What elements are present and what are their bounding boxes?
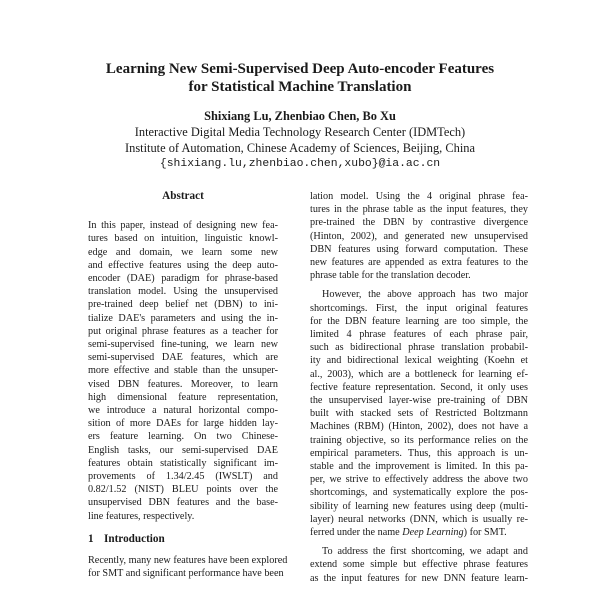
text-line: high dimensional feature representation, — [88, 391, 278, 403]
abstract-heading: Abstract — [162, 190, 204, 202]
right-paragraph-1 — [310, 190, 528, 282]
text-line: provements of 1.34/2.45 (IWSLT) and — [88, 471, 278, 483]
text-line: extend some simple but effective phrase features — [310, 559, 528, 571]
text-line: empirical parameters. Thus, this approach is un- — [310, 447, 528, 459]
text-line: we introduce a natural horizontal compo- — [88, 405, 278, 417]
text-line: DBN features using forward computation. These — [310, 243, 528, 255]
text-line: for the DBN feature learning are too simple, the — [310, 315, 528, 327]
title-line-2: for Statistical Machine Translation — [188, 79, 412, 95]
text-line: To address the first shortcoming, we adapt and — [322, 546, 528, 558]
text-line: line features, respectively. — [88, 510, 195, 522]
abstract-body — [88, 219, 278, 523]
text-line: (Hinton, 2002), and generated new unsupervised — [310, 230, 528, 242]
text-line: new features are appended as extra features to the — [310, 257, 528, 269]
right-paragraph-2-last-line: ferred under the name Deep Learning) for SMT. — [310, 527, 507, 539]
text-line: for SMT and significant performance have been — [88, 568, 284, 580]
text-line: encoder (DAE) paradigm for phrase-based — [88, 273, 278, 285]
paper-title — [0, 60, 600, 96]
text-line: ity and bidirectional lexical weighting (Koehn et — [310, 355, 528, 367]
left-column — [88, 190, 288, 580]
text-line: features obtain statistically significant im- — [88, 457, 278, 469]
author-email: {shixiang.lu,zhenbiao.chen,xubo}@ia.ac.cn — [159, 158, 441, 170]
text-line: translation model. Using the unsupervised — [88, 286, 278, 298]
text-line: fective feature representation. Second, it only uses — [310, 381, 528, 393]
section-title: Introduction — [104, 532, 165, 545]
author-names: Shixiang Lu, Zhenbiao Chen, Bo Xu — [204, 109, 396, 123]
text-line: 0.82/1.52 (NIST) BLEU points over the — [88, 484, 278, 496]
text-line: shortcomings, and systematically explore the pos- — [310, 487, 528, 499]
text-line: sition of more DAEs for large hidden lay- — [88, 418, 278, 430]
title-line-1: Learning New Semi-Supervised Deep Auto-encoder Features — [105, 61, 495, 77]
text-line: semi-supervised DAE features, which are — [88, 352, 278, 364]
text-line: unsupervised DBN features and the base- — [88, 497, 278, 509]
text-line: ers feature learning. On two Chinese- — [88, 431, 278, 443]
text-line: pre-trained deep belief net (DBN) to ini- — [88, 299, 278, 311]
text-line: semi-supervised fine-tuning, we learn new — [88, 339, 278, 351]
text-line: phrase table for the translation decoder. — [310, 270, 471, 282]
right-column — [310, 190, 528, 585]
affiliation-line-1: Interactive Digital Media Technology Research Center (IDMTech) — [134, 125, 466, 139]
right-paragraph-3 — [310, 545, 528, 585]
text-line: In this paper, instead of designing new fea- — [88, 220, 278, 232]
right-paragraph-2 — [310, 288, 528, 526]
text-line: such as bidirectional phrase translation probabil- — [310, 342, 528, 354]
text-line: English tasks, our semi-supervised DAE — [88, 444, 278, 456]
text-line: stable and the improvement is limited. In this pa- — [310, 461, 528, 473]
text-line: vised DBN features. Moreover, to learn — [88, 378, 278, 390]
text-line: Recently, many new features have been explored — [88, 555, 288, 567]
text-line: pre-trained the DBN by contrastive divergence — [310, 217, 528, 229]
text-line: tures based on intuition, linguistic knowl- — [88, 233, 278, 245]
text-line: training objective, so its performance relies on the — [310, 434, 528, 446]
text-line: sibility of learning new features using deep (multi- — [310, 500, 528, 512]
text-line: shortcomings. First, the input original features — [310, 302, 528, 314]
text-line: more effective and stable than the unsuper- — [88, 365, 278, 377]
affiliation-line-2: Institute of Automation, Chinese Academy of Sciences, Beijing, China — [125, 141, 475, 155]
intro-body — [88, 554, 288, 580]
section-heading-introduction — [88, 533, 278, 546]
text-line: However, the above approach has two major — [322, 289, 528, 301]
text-line: Machines (RBM) (Hinton, 2002), does not have a — [310, 421, 528, 433]
text-line: and effective features using the deep auto- — [88, 259, 278, 271]
author-block — [0, 108, 600, 172]
deep-learning-term: Deep Learning — [402, 527, 464, 539]
text-line: tialize DAE's parameters and using the in- — [88, 312, 278, 324]
text-line: per, we strive to effectively address the above two — [310, 474, 528, 486]
text-line: limited 4 phrase features of each phrase pair, — [310, 329, 528, 341]
text-line: as the input features for new DNN feature learn- — [310, 572, 528, 584]
text-line: lation model. Using the 4 original phrase fea- — [310, 191, 528, 202]
section-number: 1 — [88, 532, 94, 545]
text-line: the unsupervised layer-wise pre-training of DBN — [310, 395, 528, 407]
text-line: put original phrase features as a teacher for — [88, 325, 278, 337]
text-line: layer) neural networks (DNN, which is usually re- — [310, 513, 528, 525]
text-line: edge and domain, we learn some new — [88, 246, 278, 258]
text-line: built with stacked sets of Restricted Boltzmann — [310, 408, 528, 420]
text-line: tures in the phrase table as the input features, they — [310, 204, 528, 216]
text-line: al., 2003), which are a bottleneck for learning ef- — [310, 368, 528, 380]
